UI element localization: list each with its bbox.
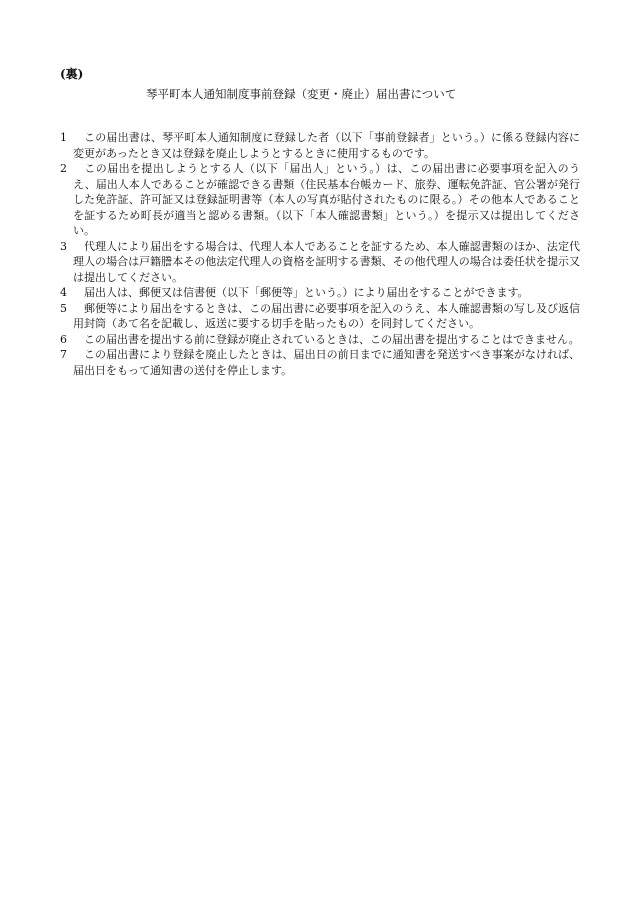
note-number: 7: [60, 348, 67, 361]
reverse-side-mark: (裏): [60, 67, 84, 81]
notes-list: [60, 130, 580, 378]
note-text: 代理人により届出をする場合は、代理人本人であることを証するため、本人確認書類のほか、法定代理人の場合は戸籍謄本その他法定代理人の資格を証明する書類、その他代理人の場合は委任状を提示又は提出してください。: [73, 239, 580, 284]
note-number: 3: [60, 239, 67, 253]
note-item-6: [60, 332, 580, 348]
note-item-2: [60, 161, 580, 239]
note-text: この届出書により登録を廃止したときは、届出日の前日までに通知書を発送すべき事案がなければ、届出日をもって通知書の送付を停止します。: [73, 348, 580, 377]
note-text: この届出書を提出する前に登録が廃止されているときは、この届出書を提出することはできません。: [73, 332, 580, 346]
note-item-5: [60, 301, 580, 332]
note-number: 5: [60, 301, 67, 315]
page-title: 琴平町本人通知制度事前登録（変更・廃止）届出書について: [146, 87, 457, 101]
note-item-4: [60, 285, 580, 301]
note-text: この届出書は、琴平町本人通知制度に登録した者（以下「事前登録者」という。）に係る登録内容に変更があったとき又は登録を廃止しようとするときに使用するものです。: [73, 131, 580, 160]
note-text: 郵便等により届出をするときは、この届出書に必要事項を記入のうえ、本人確認書類の写し及び返信用封筒（あて名を記載し、返送に要する切手を貼ったもの）を同封してください。: [73, 301, 580, 330]
note-number: 1: [60, 131, 67, 144]
note-number: 6: [60, 332, 67, 346]
note-text: この届出を提出しようとする人（以下「届出人」という。）は、この届出書に必要事項を記入のうえ、届出人本人であることが確認できる書類（住民基本台帳カード、旅券、運転免許証、官公署が発行した免許証、許可証又は登録証明書等（本人の写真が貼付されたものに限る。）その他本人であることを証するため町長が適当と認める書類。（以下「本人確認書類」という。）を提示又は提出してください。: [73, 162, 580, 237]
note-number: 2: [60, 162, 67, 175]
note-item-3: [60, 239, 580, 286]
note-item-7: [60, 347, 580, 378]
note-text: 届出人は、郵便又は信書便（以下「郵便等」という。）により届出をすることができます。: [73, 286, 529, 299]
note-number: 4: [60, 286, 67, 299]
note-item-1: [60, 130, 580, 161]
